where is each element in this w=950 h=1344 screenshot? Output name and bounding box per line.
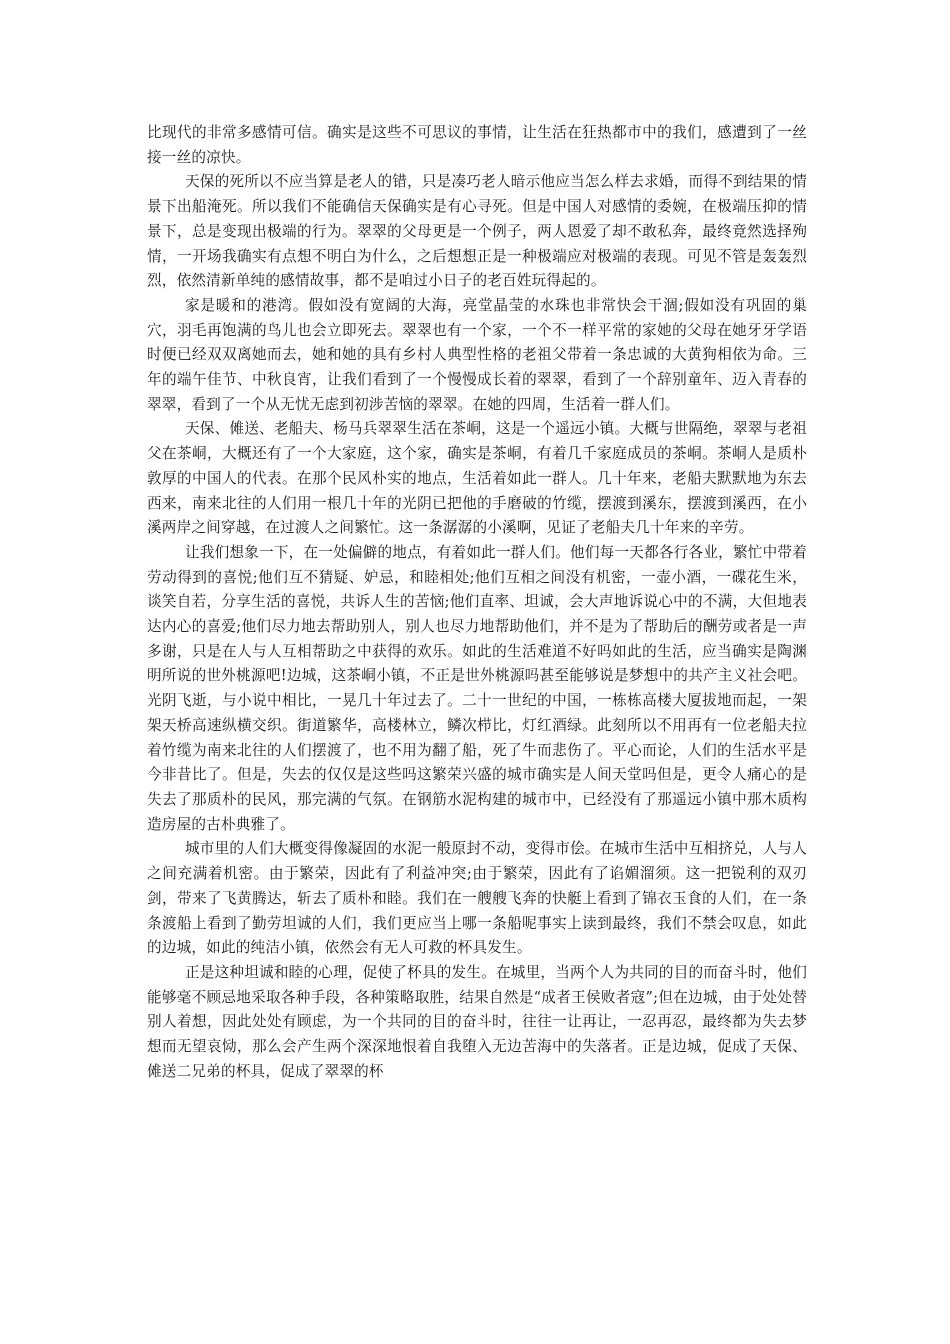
paragraph-6: 城市里的人们大概变得像凝固的水泥一般原封不动，变得市侩。在城市生活中互相挤兑，人与人之间充满着机密。由于繁荣，因此有了利益冲突;由于繁荣，因此有了谄媚溜须。这一把锐利的双刃剑，带来了飞黄腾达，斩去了质朴和睦。我们在一艘艘飞奔的快艇上看到了锦衣玉食的人们，在一条条渡船上看到了勤劳坦诚的人们，我们更应当上哪一条船呢事实上读到最终，我们不禁会叹息，如此的边城，如此的纯洁小镇，依然会有无人可救的杯具发生。 [147,840,807,957]
paragraph-3: 家是暖和的港湾。假如没有宽阔的大海，亮堂晶莹的水珠也非常快会干涸;假如没有巩固的巢穴，羽毛再饱满的鸟儿也会立即死去。翠翠也有一个家，一个不一样平常的家她的父母在她牙牙学语时便已经双双离她而去，她和她的具有乡村人典型性格的老祖父带着一条忠诚的大黄狗相依为命。三年的端午佳节、中秋良宵，让我们看到了一个慢慢成长着的翠翠，看到了一个辞别童年、迈入青春的翠翠，看到了一个从无忧无虑到初涉苦恼的翠翠。在她的四周，生活着一群人们。 [147,296,807,413]
paragraph-7: 正是这种坦诚和睦的心理，促使了杯具的发生。在城里，当两个人为共同的目的而奋斗时，他们能够毫不顾忌地采取各种手段，各种策略取胜，结果自然是“成者王侯败者寇”;但在边城，由于处处替别人着想，因此处处有顾虑，为一个共同的目的奋斗时，往往一让再让，一忍再忍，最终都为失去梦想而无望哀恸，那么会产生两个深深地恨着自我堕入无边苦海中的失落者。正是边城，促成了天保、傩送二兄弟的杯具，促成了翠翠的杯 [147,963,807,1080]
paragraph-1: 比现代的非常多感情可信。确实是这些不可思议的事情，让生活在狂热都市中的我们，感遭到了一丝接一丝的凉快。 [147,124,807,166]
paragraph-4: 天保、傩送、老船夫、杨马兵翠翠生活在茶峒，这是一个遥远小镇。大概与世隔绝，翠翠与老祖父在茶峒，大概还有了一个大家庭，这个家，确实是茶峒，有着几千家庭成员的茶峒。茶峒人是质朴敦厚的中国人的代表。在那个民风朴实的地点，生活着如此一群人。几十年来，老船夫默默地为东去西来，南来北往的人们用一根几十年的光阴已把他的手磨破的竹缆，摆渡到溪东，摆渡到溪西，在小溪两岸之间穿越，在过渡人之间繁忙。这一条潺潺的小溪啊，见证了老船夫几十年来的辛劳。 [147,420,807,537]
article-body [147,121,807,1084]
paragraph-5: 让我们想象一下，在一处偏僻的地点，有着如此一群人们。他们每一天都各行各业，繁忙中带着劳动得到的喜悦;他们互不猜疑、妒忌，和睦相处;他们互相之间没有机密，一壶小酒，一碟花生米，谈笑自若，分享生活的喜悦，共诉人生的苦恼;他们直率、坦诚，会大声地诉说心中的不满，大但地表达内心的喜爱;他们尽力地去帮助别人，别人也尽力地帮助他们，并不是为了帮助后的酬劳或者是一声多谢，只是在人与人互相帮助之中获得的欢乐。如此的生活难道不好吗如此的生活，应当确实是陶渊明所说的世外桃源吧!边城，这茶峒小镇，不正是世外桃源吗甚至能够说是梦想中的共产主义社会吧。光阴飞逝，与小说中相比，一晃几十年过去了。二十一世纪的中国，一栋栋高楼大厦拔地而起，一架架天桥高速纵横交织。街道繁华，高楼林立，鳞次栉比，灯红酒绿。此刻所以不用再有一位老船夫拉着竹缆为南来北往的人们摆渡了，也不用为翻了船，死了牛而悲伤了。平心而论，人们的生活水平是今非昔比了。但是，失去的仅仅是这些吗这繁荣兴盛的城市确实是人间天堂吗但是，更令人痛心的是失去了那质朴的民风，那完满的气氛。在钢筋水泥构建的城市中，已经没有了那遥远小镇中那木质构造房屋的古朴典雅了。 [147,543,807,833]
paragraph-2: 天保的死所以不应当算是老人的错，只是凑巧老人暗示他应当怎么样去求婚，而得不到结果的情景下出船淹死。所以我们不能确信天保确实是有心寻死。但是中国人对感情的委婉，在极端压抑的情景下，总是变现出极端的行为。翠翠的父母更是一个例子，两人恩爱了却不敢私奔，最终竟然选择殉情，一开场我确实有点想不明白为什么，之后想想正是一种极端应对极端的表现。可见不管是轰轰烈烈，依然清新单纯的感情故事，都不是咱过小日子的老百姓玩得起的。 [147,173,807,290]
